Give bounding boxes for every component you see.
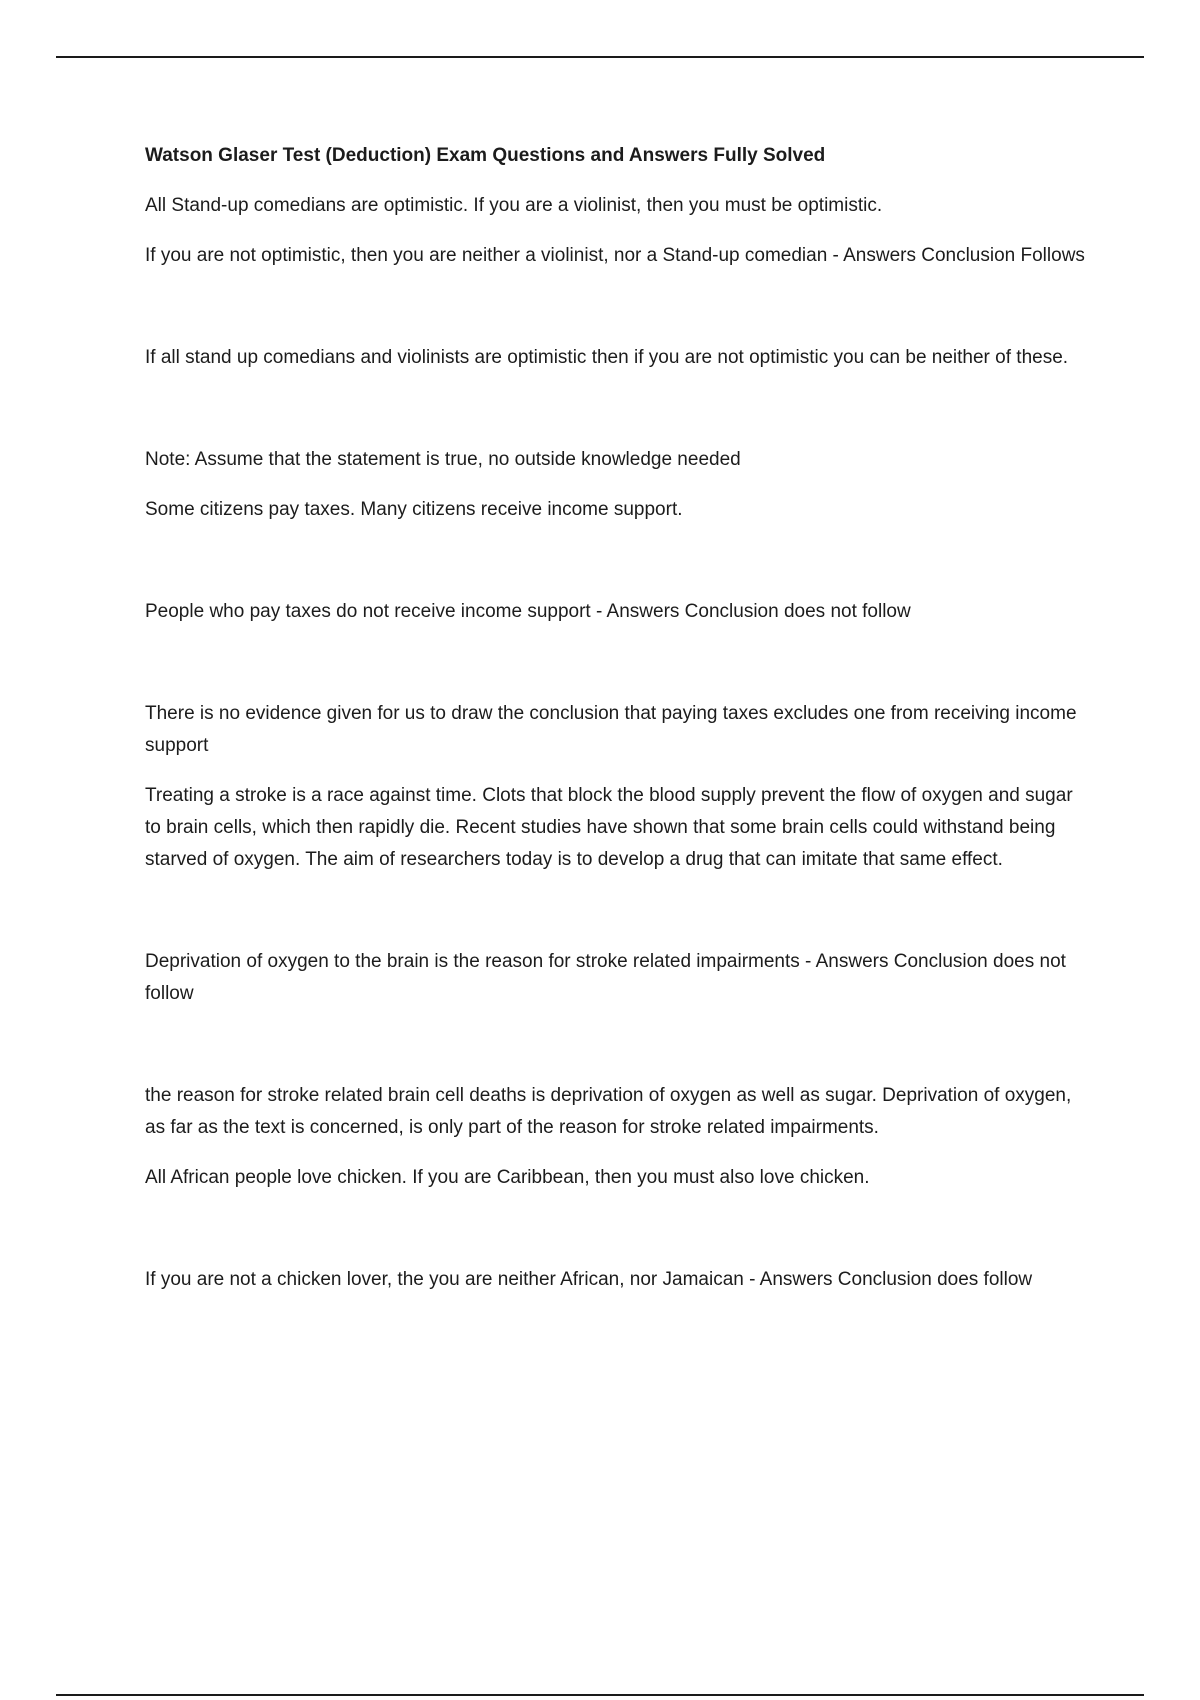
- paragraph-11: All African people love chicken. If you are Caribbean, then you must also love chicken.: [145, 1167, 870, 1188]
- paragraph-5: Some citizens pay taxes. Many citizens receive income support.: [145, 499, 683, 520]
- paragraph-10: the reason for stroke related brain cell deaths is deprivation of oxygen as well as sugar. Deprivation of oxygen, as far as the text is concerned, is only part of the reason for stroke related impairments.: [145, 1085, 1072, 1138]
- paragraph-12: If you are not a chicken lover, the you are neither African, nor Jamaican - Answers Conclusion does follow: [145, 1269, 1033, 1290]
- paragraph-8: Treating a stroke is a race against time. Clots that block the blood supply prevent the flow of oxygen and sugar to brain cells, which then rapidly die. Recent studies have shown that some brain cells could withstand being starved of oxygen. The aim of researchers today is to develop a drug that can imitate that same effect.: [145, 785, 1073, 870]
- top-rule: [56, 56, 1144, 58]
- document-title: Watson Glaser Test (Deduction) Exam Questions and Answers Fully Solved: [145, 145, 826, 166]
- paragraph-9: Deprivation of oxygen to the brain is the reason for stroke related impairments - Answers Conclusion does not follow: [145, 951, 1066, 1004]
- paragraph-4: Note: Assume that the statement is true, no outside knowledge needed: [145, 449, 741, 470]
- bottom-rule: [56, 1694, 1144, 1696]
- paragraph-7: There is no evidence given for us to draw the conclusion that paying taxes excludes one from receiving income support: [145, 703, 1077, 756]
- paragraph-6: People who pay taxes do not receive income support - Answers Conclusion does not follow: [145, 601, 911, 622]
- paragraph-3: If all stand up comedians and violinists are optimistic then if you are not optimistic you can be neither of these.: [145, 347, 1069, 368]
- paragraph-1: All Stand-up comedians are optimistic. If you are a violinist, then you must be optimistic.: [145, 195, 883, 216]
- document-body: [145, 140, 1085, 1296]
- paragraph-2: If you are not optimistic, then you are neither a violinist, nor a Stand-up comedian - Answers Conclusion Follows: [145, 245, 1085, 266]
